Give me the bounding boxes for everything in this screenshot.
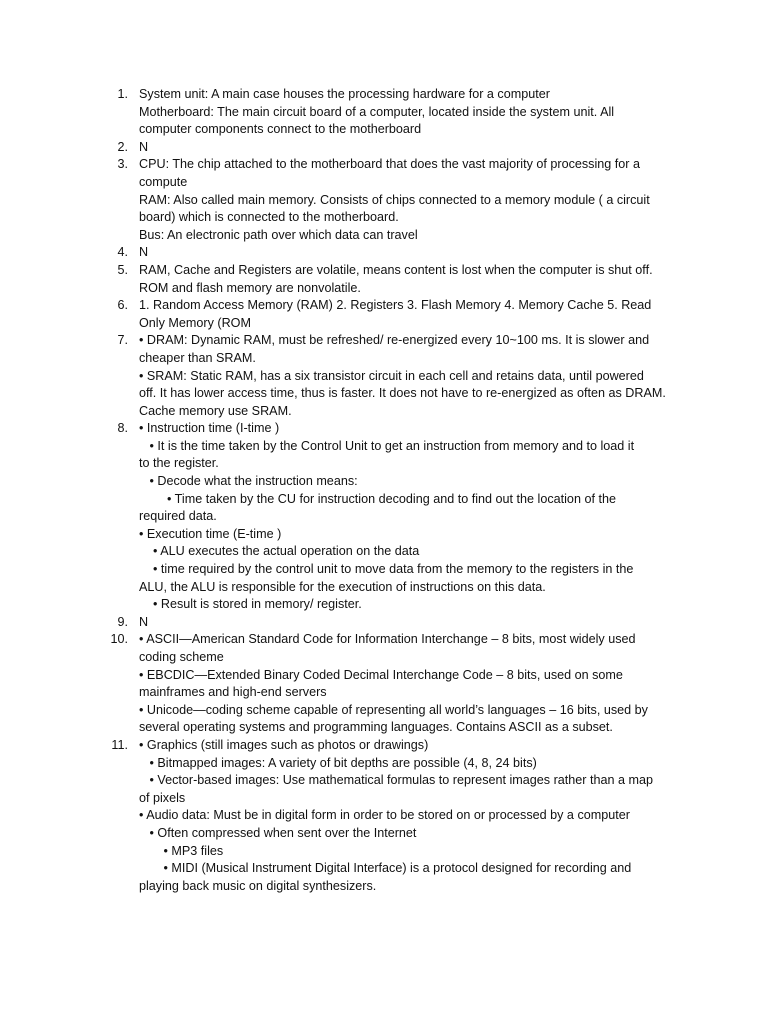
list-item-number: 3.: [117, 157, 128, 172]
list-item-line: N: [139, 139, 149, 154]
list-item-line: mainframes and high-end servers: [139, 685, 327, 700]
list-item-number: 4.: [117, 245, 128, 260]
list-item-line: of pixels: [139, 790, 186, 805]
list-item-line: N: [139, 614, 149, 629]
list-item-number: 2.: [117, 139, 128, 154]
list-item-line: RAM: Also called main memory. Consists of chips connected to a memory module ( a circuit: [139, 192, 650, 207]
list-item-line: compute: [139, 174, 188, 189]
list-item-line: • Result is stored in memory/ register.: [139, 597, 362, 612]
list-item-number: 10.: [110, 632, 128, 647]
list-item-line: N: [139, 245, 149, 260]
list-item: [0, 156, 679, 244]
list-item-line: • EBCDIC—Extended Binary Coded Decimal Interchange Code – 8 bits, used on some: [139, 667, 623, 682]
list-item-line: • Graphics (still images such as photos or drawings): [139, 737, 429, 752]
list-item: [0, 332, 679, 420]
list-item-line: playing back music on digital synthesizers.: [139, 878, 377, 893]
list-item: [0, 262, 679, 297]
list-item: [0, 614, 679, 632]
list-item-line: board) which is connected to the motherboard.: [139, 210, 399, 225]
list-item-line: • MP3 files: [139, 843, 224, 858]
list-item-line: • Time taken by the CU for instruction decoding and to find out the location of the: [139, 491, 616, 506]
list-item-line: coding scheme: [139, 650, 224, 664]
list-item-line: 1. Random Access Memory (RAM) 2. Registers 3. Flash Memory 4. Memory Cache 5. Read: [139, 298, 652, 313]
list-item-line: to the register.: [139, 456, 219, 471]
list-item-number: 11.: [111, 737, 128, 752]
list-item-number: 6.: [117, 298, 128, 313]
list-item-line: • ASCII—American Standard Code for Information Interchange – 8 bits, most widely used: [139, 632, 636, 647]
list-item-line: RAM, Cache and Registers are volatile, means content is lost when the computer is shut off.: [139, 262, 653, 277]
list-item-line: • Instruction time (I-time ): [139, 421, 280, 436]
list-item: [0, 139, 679, 157]
list-item-line: • Decode what the instruction means:: [139, 474, 358, 489]
list-item-number: 7.: [117, 333, 128, 348]
list-item-number: 5.: [117, 262, 128, 277]
list-item-line: ROM and flash memory are nonvolatile.: [139, 280, 361, 295]
list-item: [0, 631, 679, 737]
list-item-line: • Vector-based images: Use mathematical formulas to represent images rather than a map: [139, 773, 653, 788]
list-item-line: • Execution time (E-time ): [139, 526, 282, 541]
list-item-line: • Often compressed when sent over the Internet: [139, 825, 417, 840]
list-item-line: Only Memory (ROM: [139, 315, 251, 330]
list-item-line: ALU, the ALU is responsible for the execution of instructions on this data.: [139, 579, 546, 594]
list-item-line: • Audio data: Must be in digital form in order to be stored on or processed by a computer: [139, 808, 630, 823]
list-item: [0, 297, 679, 332]
list-item: [0, 244, 679, 262]
list-item-line: • Unicode—coding scheme capable of representing all world’s languages – 16 bits, used by: [139, 702, 648, 717]
list-item-line: Bus: An electronic path over which data can travel: [139, 227, 418, 242]
list-item-line: CPU: The chip attached to the motherboard that does the vast majority of processing for a: [139, 157, 640, 172]
list-item-line: computer components connect to the motherboard: [139, 122, 422, 137]
list-item-line: Cache memory use SRAM.: [139, 403, 292, 418]
list-item-line: • It is the time taken by the Control Unit to get an instruction from memory and to load it: [139, 438, 635, 453]
list-item-line: Motherboard: The main circuit board of a computer, located inside the system unit. All: [139, 104, 615, 119]
list-item-line: cheaper than SRAM.: [139, 350, 256, 365]
list-item-line: off. It has lower access time, thus is faster. It does not have to re-energized as often as DRAM.: [139, 386, 666, 401]
list-item-line: • MIDI (Musical Instrument Digital Interface) is a protocol designed for recording and: [139, 861, 632, 876]
list-item: [0, 86, 679, 139]
list-item-line: several operating systems and programming languages. Contains ASCII as a subset.: [139, 720, 613, 735]
list-item: [0, 737, 679, 895]
list-item-number: 9.: [117, 614, 128, 629]
list-item-line: System unit: A main case houses the processing hardware for a computer: [139, 87, 550, 101]
list-item-line: • ALU executes the actual operation on the data: [139, 544, 420, 559]
list-item: [0, 420, 679, 614]
list-item-line: • SRAM: Static RAM, has a six transistor circuit in each cell and retains data, until powered: [139, 368, 644, 383]
list-item-line: • Bitmapped images: A variety of bit depths are possible (4, 8, 24 bits): [139, 755, 537, 770]
list-item-line: • time required by the control unit to move data from the memory to the registers in the: [139, 562, 634, 577]
list-item-line: • DRAM: Dynamic RAM, must be refreshed/ re-energized every 10~100 ms. It is slower and: [139, 333, 650, 348]
list-item-line: required data.: [139, 509, 217, 524]
list-item-number: 8.: [117, 421, 128, 436]
document-body: [0, 86, 768, 895]
list-item-number: 1.: [117, 87, 128, 101]
